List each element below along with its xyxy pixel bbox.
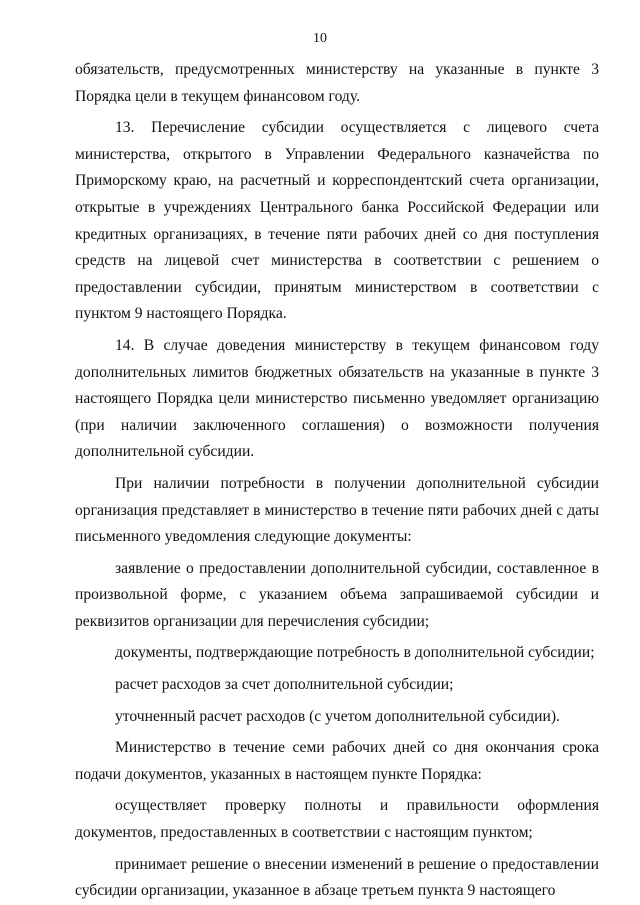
paragraph-item-13: 13. Перечисление субсидии осуществляется с лицевого счета министерства, открытого в Управлении Федерального казначейства по Приморскому краю, на расчетный и корреспондентский счета организации, открытые в учреждениях Центрального банка Российской Федерации или кредитных организациях, в течение пяти рабочих дней со дня поступления средств на лицевой счет министерства в соответствии с решением о предоставлении субсидии, принятым министерством в соответствии с пунктом 9 настоящего Порядка. bbox=[75, 119, 599, 323]
paragraph-continuation: обязательств, предусмотренных министерству на указанные в пункте 3 Порядка цели в текущем финансовом году. bbox=[75, 61, 599, 105]
page-number: 10 bbox=[313, 31, 327, 46]
paragraph-ministry-review: Министерство в течение семи рабочих дней со дня окончания срока подачи документов, указанных в настоящем пункте Порядка: bbox=[75, 739, 599, 783]
list-item-refined-calculation: уточненный расчет расходов (с учетом дополнительной субсидии). bbox=[115, 707, 560, 725]
paragraph-need-additional-subsidy: При наличии потребности в получении дополнительной субсидии организация представляет в министерство в течение пяти рабочих дней с даты письменного уведомления следующие документы: bbox=[75, 474, 599, 546]
list-item-documents: документы, подтверждающие потребность в дополнительной субсидии; bbox=[115, 644, 595, 662]
document-body bbox=[75, 57, 599, 905]
paragraph-item-14: 14. В случае доведения министерству в текущем финансовом году дополнительных лимитов бюджетных обязательств на указанные в пункте 3 настоящего Порядка цели министерство письменно уведомляет организацию (при наличии заключенного соглашения) о возможности получения дополнительной субсидии. bbox=[75, 336, 599, 461]
list-item-application: заявление о предоставлении дополнительной субсидии, составленное в произвольной форме, с указанием объема запрашиваемой субсидии и реквизитов организации для перечисления субсидии; bbox=[75, 559, 599, 630]
list-item-verification: осуществляет проверку полноты и правильности оформления документов, предоставленных в соответствии с настоящим пунктом; bbox=[75, 797, 599, 842]
list-item-decision: принимает решение о внесении изменений в решение о предоставлении субсидии организации, указанное в абзаце третьем пункта 9 настоящего bbox=[75, 855, 599, 900]
list-item-calculation: расчет расходов за счет дополнительной субсидии; bbox=[115, 676, 454, 694]
